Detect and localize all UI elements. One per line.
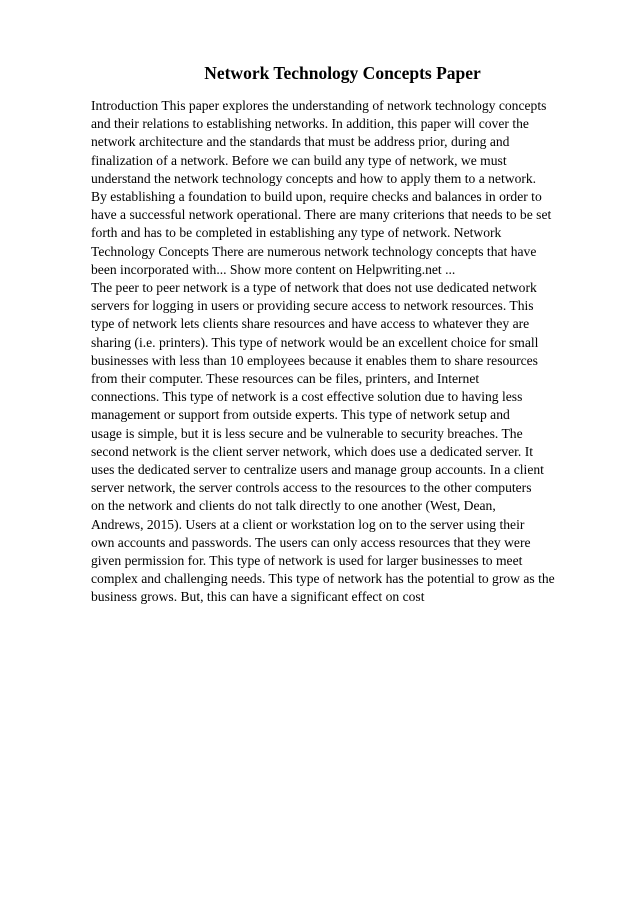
- body-line: businesses with less than 10 employees because it enables them to share resources: [91, 352, 538, 368]
- body-line: on the network and clients do not talk directly to one another (West, Dean,: [91, 498, 496, 514]
- body-line: servers for logging in users or providing secure access to network resources. This: [91, 298, 534, 314]
- body-line: The peer to peer network is a type of network that does not use dedicated network: [91, 280, 537, 296]
- body-line: connections. This type of network is a cost effective solution due to having less: [91, 389, 523, 405]
- body-line: type of network lets clients share resources and have access to whatever they are: [91, 316, 530, 332]
- document-body: [91, 97, 596, 607]
- document-title: Network Technology Concepts Paper: [204, 63, 481, 83]
- body-line: own accounts and passwords. The users can only access resources that they were: [91, 534, 531, 550]
- body-line: forth and has to be completed in establishing any type of network. Network: [91, 225, 502, 241]
- body-line: sharing (i.e. printers). This type of network would be an excellent choice for small: [91, 334, 539, 350]
- body-line: Technology Concepts There are numerous network technology concepts that have: [91, 243, 537, 259]
- body-line: finalization of a network. Before we can build any type of network, we must: [91, 152, 507, 168]
- show-more-line: been incorporated with... Show more content on Helpwriting.net ...: [91, 261, 456, 277]
- body-line: network architecture and the standards that must be address prior, during and: [91, 134, 510, 150]
- body-line: and their relations to establishing networks. In addition, this paper will cover the: [91, 116, 529, 132]
- body-line: Andrews, 2015). Users at a client or workstation log on to the server using their: [91, 516, 525, 532]
- body-line: complex and challenging needs. This type of network has the potential to grow as the: [91, 571, 555, 587]
- body-line: management or support from outside experts. This type of network setup and: [91, 407, 510, 423]
- body-line: from their computer. These resources can be files, printers, and Internet: [91, 371, 480, 387]
- body-line: business grows. But, this can have a significant effect on cost: [91, 589, 425, 605]
- body-line: have a successful network operational. There are many criterions that needs to be set: [91, 207, 552, 223]
- body-line: Introduction This paper explores the understanding of network technology concepts: [91, 98, 547, 113]
- body-line: By establishing a foundation to build upon, require checks and balances in order to: [91, 189, 542, 205]
- body-line: server network, the server controls access to the resources to the other computers: [91, 480, 532, 496]
- body-line: usage is simple, but it is less secure and be vulnerable to security breaches. The: [91, 425, 523, 441]
- body-line: second network is the client server network, which does use a dedicated server. It: [91, 443, 534, 459]
- body-line: given permission for. This type of network is used for larger businesses to meet: [91, 553, 523, 569]
- body-line: uses the dedicated server to centralize users and manage group accounts. In a client: [91, 462, 544, 478]
- body-line: understand the network technology concepts and how to apply them to a network.: [91, 170, 537, 186]
